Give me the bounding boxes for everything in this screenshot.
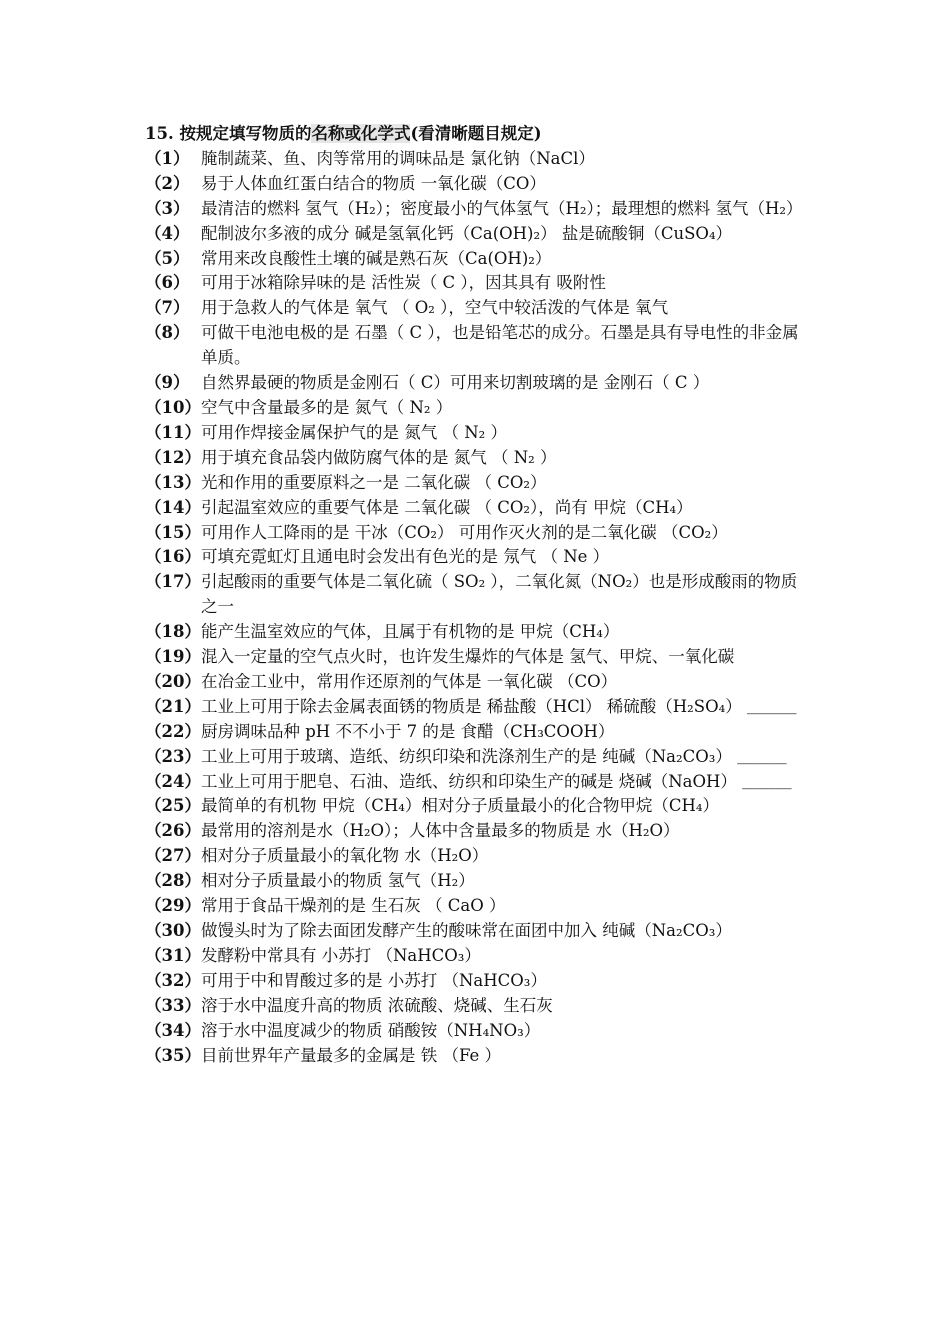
list-item: （20） 在冶金工业中，常用作还原剂的气体是 一氧化碳 （CO） bbox=[145, 671, 618, 691]
list-item: （2） 易于人体血红蛋白结合的物质 一氧化碳（CO） bbox=[145, 173, 546, 193]
list-item: （26） 最常用的溶剂是水（H₂O）；人体中含量最多的物质是 水（H₂O） bbox=[145, 821, 680, 841]
heading-suffix: (看清晰题目规定) bbox=[410, 124, 542, 143]
list-item: （1） 腌制蔬菜、鱼、肉等常用的调味品是 氯化钠（NaCl） bbox=[145, 148, 595, 168]
list-item: （29） 常用于食品干燥剂的是 生石灰 （ CaO ） bbox=[145, 896, 506, 916]
list-item: （21） 工业上可用于除去金属表面锈的物质是 稀盐酸（HCl） 稀硫酸（H₂SO₄） ＿＿＿ bbox=[145, 696, 797, 716]
list-item: （9） 自然界最硬的物质是金刚石（ C）可用来切割玻璃的是 金刚石（ C ） bbox=[145, 373, 710, 393]
list-item: （7） 用于急救人的气体是 氧气 （ O₂ ），空气中较活泼的气体是 氧气 bbox=[145, 298, 669, 318]
list-item: （3） 最清洁的燃料 氢气（H₂）；密度最小的气体氢气（H₂）；最理想的燃料 氢气（H₂） bbox=[145, 198, 803, 218]
list-item: （23） 工业上可用于玻璃、造纸、纺织印染和洗涤剂生产的是 纯碱（Na₂CO₃） ＿＿＿ bbox=[145, 746, 787, 766]
list-item: （33） 溶于水中温度升高的物质 浓硫酸、烧碱、生石灰 bbox=[145, 995, 553, 1015]
list-item: （11） 可用作焊接金属保护气的是 氮气 （ N₂ ） bbox=[145, 422, 508, 442]
list-item: （25） 最简单的有机物 甲烷（CH₄）相对分子质量最小的化合物甲烷（CH₄） bbox=[145, 796, 720, 816]
list-item: （22） 厨房调味品种 pH 不不小于 7 的是 食醋（CH₃COOH） bbox=[145, 721, 615, 741]
heading-prefix: 15. 按规定填写物质的 bbox=[145, 124, 312, 143]
list-item: （28） 相对分子质量最小的物质 氢气（H₂） bbox=[145, 871, 475, 891]
list-item: （24） 工业上可用于肥皂、石油、造纸、纺织和印染生产的碱是 烧碱（NaOH） ＿＿＿ bbox=[145, 771, 792, 791]
list-item: （12） 用于填充食品袋内做防腐气体的是 氮气 （ N₂ ） bbox=[145, 447, 557, 467]
list-item: （35） 目前世界年产量最多的金属是 铁 （Fe ） bbox=[145, 1045, 502, 1065]
list-item: （8） 可做干电池电极的是 石墨（ C ），也是铅笔芯的成分。石墨是具有导电性的非金属单质。 bbox=[145, 323, 799, 368]
list-item: （14） 引起温室效应的重要气体是 二氧化碳 （ CO₂），尚有 甲烷（CH₄） bbox=[145, 497, 693, 517]
list-item: （17） 引起酸雨的重要气体是二氧化硫（ SO₂ ），二氧化氮（NO₂）也是形成酸雨的物质之一 bbox=[145, 572, 798, 617]
list-item: （32） 可用于中和胃酸过多的是 小苏打 （NaHCO₃） bbox=[145, 970, 547, 990]
list-item: （27） 相对分子质量最小的氧化物 水（H₂O） bbox=[145, 846, 489, 866]
document-page bbox=[145, 122, 810, 1068]
list-item: （5） 常用来改良酸性土壤的碱是熟石灰（Ca(OH)₂） bbox=[145, 248, 552, 268]
list-item: （30） 做馒头时为了除去面团发酵产生的酸味常在面团中加入 纯碱（Na₂CO₃） bbox=[145, 921, 732, 940]
heading-highlight: 名称或化学式 bbox=[311, 124, 411, 143]
list-item: （31） 发酵粉中常具有 小苏打 （NaHCO₃） bbox=[145, 945, 481, 965]
question-heading bbox=[145, 122, 810, 147]
list-item: （6） 可用于冰箱除异味的是 活性炭（ C ），因其具有 吸附性 bbox=[145, 273, 606, 293]
list-item: （19） 混入一定量的空气点火时，也许发生爆炸的气体是 氢气、甲烷、一氧化碳 bbox=[145, 647, 735, 667]
list-item: （18） 能产生温室效应的气体，且属于有机物的是 甲烷（CH₄） bbox=[145, 622, 620, 642]
list-item: （10） 空气中含量最多的是 氮气（ N₂ ） bbox=[145, 397, 453, 417]
list-item: （16） 可填充霓虹灯且通电时会发出有色光的是 氖气 （ Ne ） bbox=[145, 547, 610, 567]
list-item: （4） 配制波尔多液的成分 碱是氢氧化钙（Ca(OH)₂） 盐是硫酸铜（CuSO₄） bbox=[145, 223, 733, 243]
list-item: （15） 可用作人工降雨的是 干冰（CO₂） 可用作灭火剂的是二氧化碳 （CO₂） bbox=[145, 522, 728, 542]
list-item: （13） 光和作用的重要原料之一是 二氧化碳 （ CO₂） bbox=[145, 472, 547, 492]
list-item: （34） 溶于水中温度减少的物质 硝酸铵（NH₄NO₃） bbox=[145, 1020, 541, 1040]
